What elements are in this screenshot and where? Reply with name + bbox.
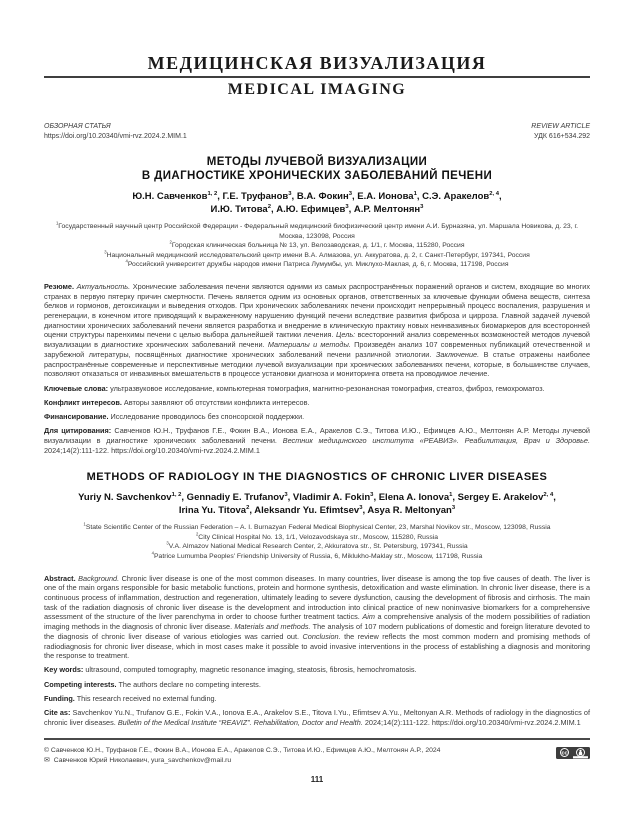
affiliation-en-3: $^3$V.A. Almazov National Medical Research Center, 2, Akkuratova str., St. Petersburg, 197341, Russia <box>166 541 468 551</box>
conflict-of-interest-ru: Конфликт интересов. Авторы заявляют об отсутствии конфликта интересов. <box>44 397 310 407</box>
authors-ru-line2: И.Ю. Титова$^2$, А.Ю. Ефимцев$^3$, А.Р. Мелтонян$^3$ <box>210 203 424 215</box>
funding-en: Funding. This research received no external funding. <box>44 693 217 703</box>
article-meta-right <box>531 122 590 142</box>
affiliation-en-4: $^4$Patrice Lumumba Peoples' Friendship University of Russia, 6, Miklukho-Maklay str., Moscow, 117198, Russia <box>151 550 483 560</box>
authors-en <box>44 491 590 517</box>
authors-ru <box>44 190 590 216</box>
affiliation-ru-4: $^4$Российский университет дружбы народов имени Патриса Лумумбы, ул. Миклухо-Маклая, д. 6, г. Москва, 117198, Россия <box>125 259 509 269</box>
article-title-ru-line2: В ДИАГНОСТИКЕ ХРОНИЧЕСКИХ ЗАБОЛЕВАНИЙ ПЕЧЕНИ <box>141 170 493 182</box>
article-title-ru <box>44 155 590 183</box>
svg-text:cc: cc <box>561 751 568 758</box>
russian-section <box>44 155 590 455</box>
doi-link[interactable]: https://doi.org/10.20340/vmi-rvz.2024.2.MIM.1 <box>44 133 187 140</box>
article-type-en: REVIEW ARTICLE <box>531 123 590 130</box>
masthead-divider <box>44 76 590 78</box>
contact-email-link[interactable]: yura_savchenkov@mail.ru <box>151 757 232 765</box>
page-footer <box>44 738 590 783</box>
affiliation-en-2: $^2$City Clinical Hospital No. 13, 1/1, Velozavodskaya str., Moscow, 115280, Russia <box>195 531 439 541</box>
copyright-line: © Савченков Ю.Н., Труфанов Г.Е., Фокин В.А., Ионова Е.А., Аракелов С.Э., Титова И.Ю., Ефимцев А.Ю., Мелтонян А.Р., 2024 <box>44 747 441 755</box>
footer-divider <box>44 738 590 740</box>
citation-ru: Для цитирования: Савченков Ю.Н., Труфанов Г.Е., Фокин В.А., Ионова Е.А., Аракелов С.Э., Титова И.Ю., Ефимцев А.Ю., Мелтонян А.Р. Методы лучевой визуализации в диагностике хронических заболеваний печени. Вестник медицинского института «РЕАВИЗ». Реабилитация, Врач и Здоровье. 2024;14(2):111-122. https://doi.org/10.20340/vmi-rvz.2024.2.MIM.1 <box>44 426 590 455</box>
abstract-ru: Резюме. Актуальность. Хронические заболевания печени являются одними из самых распространённых поражений органов и систем, входящие во многих странах в первую пятерку причин смертности. Печень является одним из основных органов, ответственных за ключевые функции обмена веществ, синтеза белков и гормонов, детоксикации и выведения отходов. При хронических заболеваниях печени происходит непрерывный процесс воспаления, разрушения и регенерации, в конечном итоге приводящий к выраженному нарушению функций печени вследствие развития фиброза и цирроза. Главной задачей лучевой диагностики хронических заболеваний печени является разработка и внедрение в клиническую практику новых неинвазивных биомаркеров для всесторонней оценки структуры паренхимы печени с целью выбора дальнейшей тактики лечения. Цель: всесторонний анализ современных возможностей методов лучевой визуализации в диагностике хронических заболеваний печени. Материалы и методы. Произведён анализ 107 современных публикаций отечественной и зарубежной литературы, посвящённых диагностике хронических заболеваний печени различной этиологии. Заключение. В статье отражены наиболее распространённые современные и перспективные методики лучевой визуализации при хронических заболеваниях печени, которые, в большинстве случаев, позволяют отказаться от инвазивных вмешательств в процессе установки диагноза и мониторинга ответа на проводимое лечение. <box>44 281 591 379</box>
affiliations-ru <box>44 222 590 270</box>
article-type-ru: ОБЗОРНАЯ СТАТЬЯ <box>44 123 111 130</box>
affiliations-en <box>44 523 590 561</box>
affiliation-ru-1: $^1$Государственный научный центр Российской Федерации - Федеральный медицинский биофизический центр имени А.И. Бурназяна, ул. Маршала Новикова, д. 23, г. Москва, 123098, Россия <box>55 220 579 240</box>
competing-interests-en: Competing interests. The authors declare no competing interests. <box>44 679 261 689</box>
cc-by-license-icon[interactable] <box>556 747 590 760</box>
article-title-en: METHODS OF RADIOLOGY IN THE DIAGNOSTICS OF CHRONIC LIVER DISEASES <box>86 471 548 484</box>
page-number: 111 <box>310 774 324 784</box>
citation-en: Cite as: Savchenkov Yu.N., Trufanov G.E., Fokin V.A., Ionova E.A., Arakelov S.E., Titova I.Yu., Efimtsev A.Yu., Meltonyan A.R. Methods of radiology in the diagnostics of chronic liver diseases. Bulletin of the Medical Institute “REAVIZ”. Rehabilitation, Doctor and Health. 2024;14(2):111-122. https://doi.org/10.20340/vmi-rvz.2024.2.MIM.1 <box>44 708 591 727</box>
funding-ru: Финансирование. Исследование проводилось без спонсорской поддержки. <box>44 411 305 421</box>
journal-masthead <box>44 52 590 100</box>
article-meta <box>44 122 590 142</box>
affiliation-ru-3: $^3$Национальный медицинский исследовательский центр имени В.А. Алмазова, ул. Аккуратова, д. 2, г. Санкт-Петербург, 197341, Россия <box>104 249 530 259</box>
keywords-ru: Ключевые слова: ультразвуковое исследование, компьютерная томография, магнитно-резонансная томография, стеатоз, фиброз, гемохроматоз. <box>44 383 545 393</box>
contact-line <box>44 756 440 766</box>
affiliation-ru-2: $^2$Городская клиническая больница № 13, ул. Велозаводская, д. 1/1, г. Москва, 115280, Россия <box>169 239 465 250</box>
keywords-en: Key words: ultrasound, computed tomography, magnetic resonance imaging, steatosis, fibrosis, hemochromatosis. <box>44 665 417 675</box>
journal-title-ru: МЕДИЦИНСКАЯ ВИЗУАЛИЗАЦИЯ <box>147 53 487 73</box>
english-section <box>44 470 590 727</box>
contact-name: Савченков Юрий Николаевич, <box>53 757 150 765</box>
article-title-ru-line1: МЕТОДЫ ЛУЧЕВОЙ ВИЗУАЛИЗАЦИИ <box>206 156 428 168</box>
journal-title-en: MEDICAL IMAGING <box>227 81 407 98</box>
authors-en-line2: Irina Yu. Titova$^2$, Aleksandr Yu. Efimtsev$^3$, Asya R. Meltonyan$^3$ <box>178 505 456 517</box>
authors-en-line1: Yuriy N. Savchenkov$^{1, 2}$, Gennadiy E. Trufanov$^3$, Vladimir A. Fokin$^3$, Elena A. Ionova$^1$, Sergey E. Arakelov$^{2, 4}$, <box>78 492 556 504</box>
abstract-en: Abstract. Background. Chronic liver disease is one of the most common diseases. In many countries, liver disease is among the top five causes of death. The liver is one of the main organs responsible for basic metabolic functions, protein and hormone synthesis, detoxification and waste elimination. In chronic liver disease, there is a continuous process of inflammation, destruction and regeneration, ultimately leading to severe dysfunction, causing the development of fibrosis and cirrhosis. The main task of the radiation diagnosis of chronic liver disease is the development and introduction into clinical practice of new noninvasive biomarkers for a comprehensive assessment of the structure of the liver parenchyma in order to choose further treatment tactics. Aim a comprehensive analysis of the modern possibilities of radiation imaging methods in the diagnosis of chronic liver disease. Materials and methods. The analysis of 107 modern publications of domestic and foreign literature devoted to the diagnosis of chronic liver disease of various etiologies was carried out. Conclusion. the review reflects the most common modern and promising methods of radiodiagnosis for chronic liver disease, which in most cases make it possible to avoid invasive interventions in the process of establishing a diagnosis and monitoring the response to treatment. <box>44 573 591 661</box>
envelope-icon: ✉ <box>44 757 50 765</box>
article-meta-left <box>44 122 187 142</box>
authors-ru-line1: Ю.Н. Савченков$^{1, 2}$, Г.Е. Труфанов$^3$, В.А. Фокин$^3$, Е.А. Ионова$^1$, С.Э. Аракелов$^{2, 4}$, <box>132 190 502 202</box>
udk-code: УДК 616+534.292 <box>534 133 590 140</box>
affiliation-en-1: $^1$State Scientific Center of the Russian Federation – A. I. Burnazyan Federal Medical Biophysical Center, 23, Marshal Novikov str., Moscow, 123098, Russia <box>83 521 551 532</box>
footer-text <box>44 746 440 765</box>
